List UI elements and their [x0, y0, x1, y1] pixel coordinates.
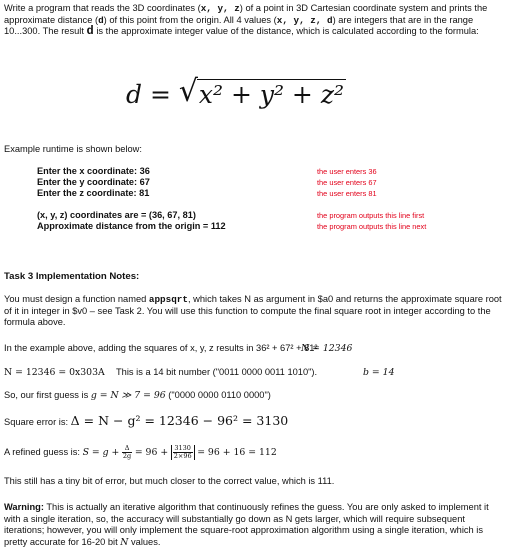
warning-end: values.	[128, 536, 161, 547]
example-note: the user enters 67	[317, 178, 377, 187]
intro-text-1: Write a program that reads the 3D coordinates (	[4, 3, 201, 13]
first-guess-label: So, our first guess is	[4, 390, 91, 400]
d-var-2: d	[86, 24, 94, 39]
frac-numerator: Δ	[122, 445, 132, 453]
coords-vars: x, y, z	[200, 3, 240, 14]
square-error-label: Square error is:	[4, 417, 71, 427]
example-label: Example runtime is shown below:	[4, 144, 142, 154]
warning-paragraph	[4, 502, 502, 548]
example-note: the user enters 36	[317, 167, 377, 176]
function-name: appsqrt	[148, 294, 188, 305]
delta-over-2g	[122, 445, 132, 460]
example-note: the program outputs this line next	[317, 222, 427, 231]
example-line: Enter the z coordinate: 81	[37, 188, 150, 198]
refined-guess-s: S = g +	[82, 446, 120, 458]
n-hex-value: N = 12346 = 0x303A	[4, 367, 105, 378]
n-value: N = 12346	[301, 343, 353, 354]
squares-sum-line: In the example above, adding the squares of x, y, z results in 36² + 67² + 81²	[4, 343, 318, 353]
square-root	[178, 74, 346, 110]
error-fraction	[173, 445, 193, 460]
d-var: d	[98, 14, 104, 26]
radical-sign: √	[178, 74, 198, 109]
p1-text-a: You must design a function named	[4, 294, 149, 304]
all-vars: x, y, z, d	[276, 14, 333, 26]
intro-text-2: ) of a point in 3D Cartesian coordinate system and prints the approximate distance (	[4, 3, 488, 25]
first-guess-math: g = N ≫ 7 = 96	[90, 390, 166, 401]
warning-label: Warning:	[4, 502, 44, 512]
refined-guess-mid: = 96 +	[134, 446, 169, 458]
warning-text: This is actually an iterative algorithm that continuously refines the guess. You are only asked to implement it with a single iteration, so, the accuracy will substantially go down as N gets larger, which will require subsequent iterations; however, you will only implement the square-root approximation algorithm using a single iteration, which is pretty accurate for 16-20 bit	[4, 502, 489, 547]
example-note: the user enters 81	[317, 189, 377, 198]
intro-text-4: ) are integers that are in the range 10...300. The result	[4, 14, 474, 37]
first-guess-line	[4, 389, 271, 402]
example-note: the program outputs this line first	[317, 211, 425, 220]
warning-n: N	[120, 536, 129, 548]
b-value: b = 14	[363, 367, 395, 378]
example-line: (x, y, z) coordinates are = (36, 67, 81)	[37, 210, 196, 220]
frac-denominator: 2g	[122, 452, 132, 460]
task3-paragraph-1	[4, 294, 502, 329]
bit-number-text: This is a 14 bit number ("0011 0000 0011 1010").	[116, 367, 318, 377]
example-line: Enter the y coordinate: 67	[37, 177, 150, 187]
formula-radicand: x² + y² + z²	[198, 80, 345, 109]
refined-guess-line	[4, 445, 277, 460]
formula-lhs: d	[126, 80, 143, 109]
example-line: Enter the x coordinate: 36	[37, 166, 150, 176]
first-guess-binary: ("0000 0000 0110 0000")	[165, 390, 271, 400]
formula-equals: =	[149, 80, 171, 109]
example-line: Approximate distance from the origin = 112	[37, 221, 226, 231]
frac-numerator: 3130	[174, 444, 191, 452]
intro-text-3: ) of this point from the origin. All 4 values (	[103, 14, 277, 25]
refined-guess-label: A refined guess is:	[4, 446, 83, 457]
frac-denominator: 2×96	[173, 452, 192, 460]
abs-fraction	[171, 445, 195, 460]
square-error-line	[4, 414, 288, 429]
p1-text-b: , which takes N as argument in $a0 and returns the approximate square root of it in integer in $v0 – see Task 2. You will use this function to compute the final square root in integer according to the formula above.	[4, 294, 502, 328]
square-error-math: Δ = N − g² = 12346 − 96² = 3130	[70, 413, 289, 428]
distance-formula	[126, 74, 346, 110]
intro-text-5: is the approximate integer value of the distance, which is calculated according to the formula:	[93, 26, 479, 37]
intro-paragraph	[4, 3, 502, 38]
error-note: This still has a tiny bit of error, but much closer to the correct value, which is 111.	[4, 476, 335, 486]
task3-heading: Task 3 Implementation Notes:	[4, 271, 140, 282]
refined-guess-result: = 96 + 16 = 112	[197, 446, 277, 458]
